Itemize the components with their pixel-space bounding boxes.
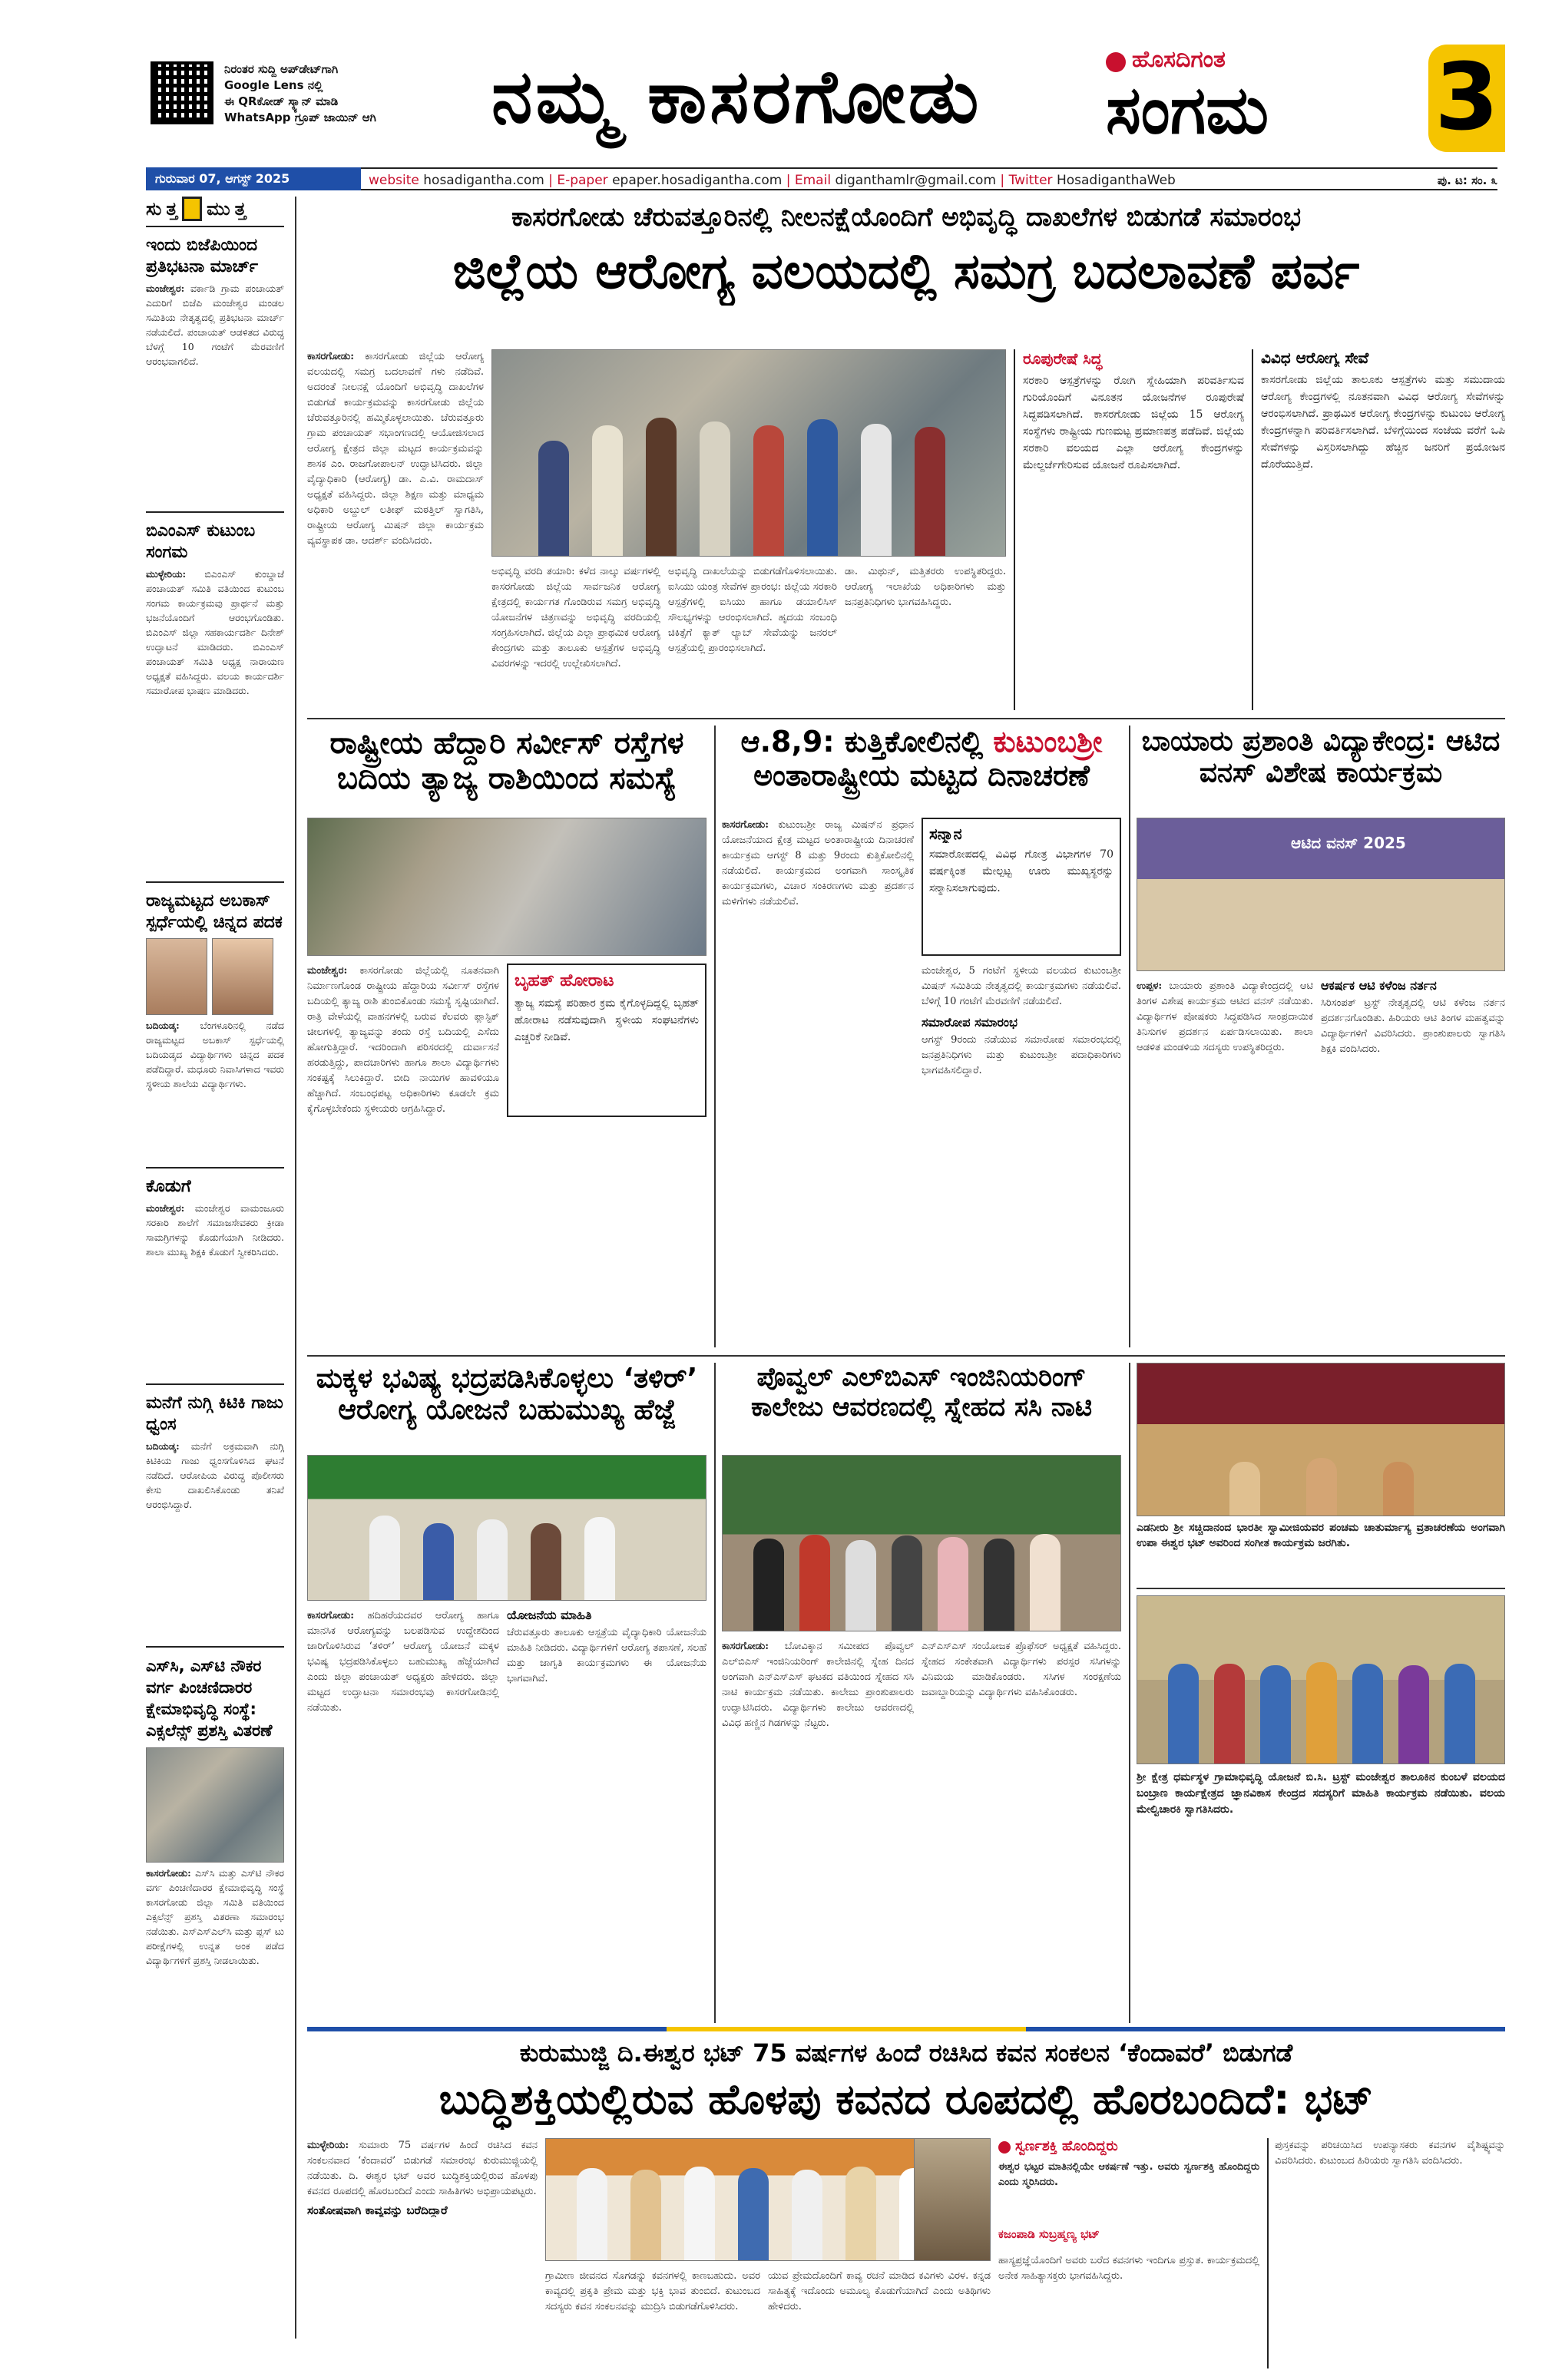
qr-code[interactable] bbox=[151, 61, 213, 124]
brand-big: ಸಂಗಮ bbox=[1106, 72, 1269, 149]
story5-photo bbox=[307, 1455, 706, 1601]
story6-headline: ಪೊವ್ವಲ್ ಎಲ್‌ಬಿಎಸ್ ಇಂಜಿನಿಯರಿಂಗ್ ಕಾಲೇಜು ಆವರಣದಲ್ಲಿ ಸ್ನೇಹದ ಸಸಿ ನಾಟಿ bbox=[750, 1363, 1093, 1423]
twitter-link[interactable]: HosadiganthaWeb bbox=[1056, 173, 1176, 188]
masthead: ನಮ್ಮ ಕಾಸರಗೋಡು bbox=[491, 54, 982, 140]
website-label: website bbox=[369, 173, 419, 188]
dateline: ಕಾಸರಗೋಡು: bbox=[722, 819, 769, 831]
left-column bbox=[146, 197, 284, 2346]
section-band bbox=[307, 2027, 1505, 2031]
lead-side-box bbox=[1014, 349, 1244, 710]
brief-headline: ಕೊಡುಗೆ bbox=[146, 1177, 191, 1196]
bottom-subhead: ಸಂತೋಷವಾಗಿ ಕಾವ್ಯವನ್ನು ಬರೆದಿದ್ದಾರೆ bbox=[307, 2204, 448, 2217]
story6-body bbox=[722, 1639, 914, 2019]
lead-photo-caption bbox=[845, 564, 1006, 710]
qr-note-line: ನಿರಂತರ ಸುದ್ದಿ ಅಪ್‌ಡೇಟ್‌ಗಾಗಿ bbox=[224, 62, 339, 76]
links-bar: website hosadigantha.com | E-paper epaper.hosadigantha.com | Email diganthamlr@gmail.com | Twitter HosadiganthaWeb bbox=[361, 167, 1375, 190]
brief-item bbox=[146, 513, 284, 874]
dateline: ಮಂಜೇಶ್ವರ: bbox=[146, 1202, 185, 1214]
training-photo bbox=[1137, 1595, 1505, 1764]
column-rule bbox=[1129, 1363, 1130, 2023]
right-box-text: ಕಾಸರಗೋಡು ಜಿಲ್ಲೆಯ ತಾಲೂಕು ಆಸ್ಪತ್ರೆಗಳು ಮತ್ತು ಸಮುದಾಯ ಆರೋಗ್ಯ ಕೇಂದ್ರಗಳಲ್ಲಿ ನೂತನವಾಗಿ ವಿವಿಧ ಆರೋಗ್ಯ ಸೇವೆಗಳನ್ನು ಆರಂಭಿಸಲಾಗಿದೆ. ಪ್ರಾಥಮಿಕ ಆರೋಗ್ಯ ಕೇಂದ್ರಗಳನ್ನು ಕುಟುಂಬ ಆರೋಗ್ಯ ಕೇಂದ್ರಗಳನ್ನಾಗಿ ಪರಿವರ್ತಿಸಲಾಗಿದೆ. ಬೆಳಿಗ್ಗೆಯಿಂದ ಸಂಜೆಯ ವರೆಗೆ ಒಪಿ ಸೇವೆಗಳನ್ನು ವಿಸ್ತರಿಸಲಾಗಿದ್ದು ಹೆಚ್ಚಿನ ಜನರಿಗೆ ಪ್ರಯೋಜನ ದೊರೆಯುತ್ತಿದೆ. bbox=[1261, 374, 1505, 471]
dateline: ಕಾಸರಗೋಡು: bbox=[146, 1867, 191, 1879]
column-rule bbox=[714, 726, 716, 1347]
brief-body: ಬೆಂಗಳೂರಿನಲ್ಲಿ ನಡೆದ ರಾಜ್ಯಮಟ್ಟದ ಅಬಕಾಸ್ ಸ್ಪರ್ಧೆಯಲ್ಲಿ ಬದಿಯಡ್ಕದ ವಿದ್ಯಾರ್ಥಿಗಳು ಚಿನ್ನದ ಪದಕ ಪಡೆದಿದ್ದಾರೆ. ಮಧೂರು ನಿವಾಸಿಗಳಾದ ಇವರು ಸ್ಥಳೀಯ ಶಾಲೆಯ ವಿದ್ಯಾರ್ಥಿಗಳು. bbox=[146, 1020, 284, 1089]
book-icon bbox=[182, 197, 202, 221]
email-label: Email bbox=[794, 173, 832, 188]
student-photo bbox=[146, 938, 207, 1015]
story3-body2 bbox=[922, 964, 1121, 1347]
story2-headline: ರಾಷ್ಟ್ರೀಯ ಹೆದ್ದಾರಿ ಸರ್ವೀಸ್ ರಸ್ತೆಗಳ ಬದಿಯ ತ್ಯಾಜ್ಯ ರಾಶಿಯಿಂದ ಸಮಸ್ಯೆ bbox=[329, 726, 684, 796]
lead-col2-text: ಅಭಿವೃದ್ಧಿ ವರದಿ ತಯಾರಿ: ಕಳೆದ ನಾಲ್ಕು ವರ್ಷಗಳಲ್ಲಿ ಕಾಸರಗೋಡು ಜಿಲ್ಲೆಯ ಸಾರ್ವಜನಿಕ ಆರೋಗ್ಯ ಕ್ಷೇತ್ರದಲ್ಲಿ ಕಾರ್ಯಗತ ಗೊಂಡಿರುವ ಸಮಗ್ರ ಅಭಿವೃದ್ಧಿ ಯೋಜನೆಗಳ ಚಿತ್ರಣವನ್ನು ಅಭಿವೃದ್ಧಿ ವರದಿಯಲ್ಲಿ ಸಂಗ್ರಹಿಸಲಾಗಿದೆ. ಜಿಲ್ಲೆಯ ಎಲ್ಲಾ ಪ್ರಾಥಮಿಕ ಆರೋಗ್ಯ ಕೇಂದ್ರಗಳು ಮತ್ತು ತಾಲೂಕು ಆಸ್ಪತ್ರೆಗಳ ಅಭಿವೃದ್ಧಿ ವಿವರಗಳನ್ನು ಇದರಲ್ಲಿ ಉಲ್ಲೇಖಿಸಲಾಗಿದೆ. bbox=[491, 566, 660, 669]
story3-text3: ಆಗಸ್ಟ್ 9ರಂದು ನಡೆಯುವ ಸಮಾರೋಪ ಸಮಾರಂಭದಲ್ಲಿ ಜನಪ್ರತಿನಿಧಿಗಳು ಮತ್ತು ಕುಟುಂಬಶ್ರೀ ಪದಾಧಿಕಾರಿಗಳು ಭಾಗವಹಿಸಲಿದ್ದಾರೆ. bbox=[922, 1034, 1121, 1077]
lead-col1-text: ಕಾಸರಗೋಡು ಜಿಲ್ಲೆಯ ಆರೋಗ್ಯ ವಲಯದಲ್ಲಿ ಸಮಗ್ರ ಬದಲಾವಣೆ ಗಳು ನಡೆದಿವೆ. ಅದರಂತೆ ನೀಲನಕ್ಷೆ ಯೊಂದಿಗೆ ಅಭಿವೃದ್ಧಿ ದಾಖಲೆಗಳ ಬಿಡುಗಡೆ ಕಾರ್ಯಕ್ರಮವನ್ನು ಕಾಸರಗೋಡು ಜಿಲ್ಲೆಯ ಚೆರುವತ್ತೂರಿನಲ್ಲಿ ಹಮ್ಮಿಕೊಳ್ಳಲಾಯಿತು. ಚೆರುವತ್ತೂರು ಗ್ರಾಮ ಪಂಚಾಯತ್ ಸಭಾಂಗಣದಲ್ಲಿ ಆಯೋಜಿಸಲಾದ ಆರೋಗ್ಯ ಕ್ಷೇತ್ರದ ಜಿಲ್ಲಾ ಮಟ್ಟದ ಕಾರ್ಯಕ್ರಮವನ್ನು ಶಾಸಕ ಎಂ. ರಾಜಗೋಪಾಲನ್ ಉದ್ಘಾಟಿಸಿದರು. ಜಿಲ್ಲಾ ವೈದ್ಯಾಧಿಕಾರಿ (ಆರೋಗ್ಯ) ಡಾ. ಎ.ವಿ. ರಾಮದಾಸ್ ಅಧ್ಯಕ್ಷತೆ ವಹಿಸಿದ್ದರು. ಜಿಲ್ಲಾ ಶಿಕ್ಷಣ ಮತ್ತು ಮಾಧ್ಯಮ ಅಧಿಕಾರಿ ಅಬ್ದುಲ್ ಲತೀಫ್ ಮಠತ್ತಿಲ್ ಸ್ವಾಗತಿಸಿ, ರಾಷ್ಟ್ರೀಯ ಆರೋಗ್ಯ ಮಿಷನ್ ಜಿಲ್ಲಾ ಕಾರ್ಯಕ್ರಮ ವ್ಯವಸ್ಥಾಪಕ ಡಾ. ಆದರ್ಶ್ ವಂದಿಸಿದರು. bbox=[307, 351, 484, 547]
column-rule bbox=[1129, 726, 1130, 1347]
right-box-headline: ವಿವಿಧ ಆರೋಗ್ಯ ಸೇವೆ bbox=[1261, 349, 1369, 367]
dateline: ಉಪ್ಪಳ: bbox=[1137, 980, 1163, 992]
section-rule bbox=[1137, 1588, 1505, 1589]
brief-headline: ಮನೆಗೆ ನುಗ್ಗಿ ಕಿಟಿಕಿ ಗಾಜು ಧ್ವಂಸ bbox=[146, 1393, 283, 1434]
email-link[interactable]: diganthamlr@gmail.com bbox=[835, 173, 997, 188]
story2-box-text: ತ್ಯಾಜ್ಯ ಸಮಸ್ಯೆ ಪರಿಹಾರ ಕ್ರಮ ಕೈಗೊಳ್ಳದಿದ್ದಲ್ಲಿ ಬೃಹತ್ ಹೋರಾಟ ನಡೆಸುವುದಾಗಿ ಸ್ಥಳೀಯ ಸಂಘಟನೆಗಳು ಎಚ್ಚರಿಕೆ ನೀಡಿವೆ. bbox=[515, 997, 699, 1043]
bottom-col4: ಹಾಸ್ಯಪ್ರಜ್ಞೆಯೊಂದಿಗೆ ಅವರು ಬರೆದ ಕವನಗಳು ಇಂದಿಗೂ ಪ್ರಸ್ತುತ. ಕಾರ್ಯಕ್ರಮದಲ್ಲಿ ಅನೇಕ ಸಾಹಿತ್ಯಾಸಕ್ತರು ಭಾಗವಹಿಸಿದ್ದರು. bbox=[998, 2255, 1259, 2282]
lead-headline: ಜಿಲ್ಲೆಯ ಆರೋಗ್ಯ ವಲಯದಲ್ಲಿ ಸಮಗ್ರ ಬದಲಾವಣೆ ಪರ್ವ bbox=[452, 244, 1360, 300]
author-photo bbox=[914, 2138, 991, 2261]
twitter-label: Twitter bbox=[1008, 173, 1053, 188]
lead-col3-text: ಅಭಿವೃದ್ಧಿ ದಾಖಲೆಯನ್ನು ಬಿಡುಗಡೆಗೊಳಿಸಲಾಯಿತು. ಐಸಿಯು ಯಂತ್ರ ಸೇವೆಗಳ ಪ್ರಾರಂಭ: ಜಿಲ್ಲೆಯ ಸರಕಾರಿ ಆಸ್ಪತ್ರೆಗಳಲ್ಲಿ ಐಸಿಯು ಹಾಗೂ ಡಯಾಲಿಸಿಸ್ ಸೌಲಭ್ಯಗಳನ್ನು ಆರಂಭಿಸಲಾಗಿದೆ. ಹೃದಯ ಸಂಬಂಧಿ ಚಿಕಿತ್ಸೆಗೆ ಕ್ಯಾತ್ ಲ್ಯಾಬ್ ಸೇವೆಯನ್ನು ಜನರಲ್ ಆಸ್ಪತ್ರೆಯಲ್ಲಿ ಪ್ರಾರಂಭಿಸಲಾಗಿದೆ. bbox=[668, 566, 837, 654]
story4-body bbox=[1137, 979, 1313, 1347]
training-photo-caption: ಶ್ರೀ ಕ್ಷೇತ್ರ ಧರ್ಮಸ್ಥಳ ಗ್ರಾಮಾಭಿವೃದ್ಧಿ ಯೋಜನೆ ಬಿ.ಸಿ. ಟ್ರಸ್ಟ್ ಮಂಜೇಶ್ವರ ತಾಲೂಕಿನ ಕುಂಬಳೆ ವಲಯದ ಬಂಬ್ರಾಣ ಕಾರ್ಯಕ್ಷೇತ್ರದ ಜ್ಞಾನವಿಕಾಸ ಕೇಂದ್ರದ ಸದಸ್ಯರಿಗೆ ಮಾಹಿತಿ ಕಾರ್ಯಕ್ರಮ ನಡೆಯಿತು. ವಲಯ ಮೇಲ್ವಿಚಾರಕಿ ಸ್ವಾಗತಿಸಿದರು. bbox=[1137, 1771, 1505, 1816]
bottom-col5: ಪುಸ್ತಕವನ್ನು ಪರಿಚಯಿಸಿದ ಉಪನ್ಯಾಸಕರು ಕವನಗಳ ವೈಶಿಷ್ಟ್ಯವನ್ನು ವಿವರಿಸಿದರು. ಕುಟುಂಬದ ಹಿರಿಯರು ಸ್ವಾಗತಿಸಿ ವಂದಿಸಿದರು. bbox=[1267, 2138, 1505, 2368]
edition-tag: ಪು. ಟ: ಸಂ. ೩ bbox=[1375, 167, 1497, 190]
story3-text2: ಮಂಜೇಶ್ವರ, 5 ಗಂಟೆಗೆ ಸ್ಥಳೀಯ ವಲಯದ ಕುಟುಂಬಶ್ರೀ ಮಿಷನ್ ಸಮಿತಿಯ ನೇತೃತ್ವದಲ್ಲಿ ಕಾರ್ಯಕ್ರಮಗಳು ನಡೆಯಲಿವೆ. ಬೆಳಿಗ್ಗೆ 10 ಗಂಟೆಗೆ ಮೆರವಣಿಗೆ ನಡೆಯಲಿದೆ. bbox=[922, 965, 1121, 1007]
section-title-part: ತ್ತ bbox=[166, 198, 178, 220]
qr-note-line: ಈ QRಕೋಡ್ ಸ್ಕ್ಯಾನ್ ಮಾಡಿ bbox=[224, 94, 339, 108]
story2-text: ಕಾಸರಗೋಡು ಜಿಲ್ಲೆಯಲ್ಲಿ ನೂತನವಾಗಿ ನಿರ್ಮಾಣಗೊಂಡ ರಾಷ್ಟ್ರೀಯ ಹೆದ್ದಾರಿಯ ಸರ್ವೀಸ್ ರಸ್ತೆಗಳ ಬದಿಯಲ್ಲಿ ತ್ಯಾಜ್ಯ ರಾಶಿ ತುಂಬಿಕೊಂಡು ಸಮಸ್ಯೆ ಸೃಷ್ಟಿಯಾಗಿದೆ. ರಾತ್ರಿ ವೇಳೆಯಲ್ಲಿ ವಾಹನಗಳಲ್ಲಿ ಬರುವ ಕೆಲವರು ಪ್ಲಾಸ್ಟಿಕ್ ಚೀಲಗಳಲ್ಲಿ ತ್ಯಾಜ್ಯವನ್ನು ತಂದು ರಸ್ತೆ ಬದಿಯಲ್ಲಿ ಎಸೆದು ಹೋಗುತ್ತಿದ್ದಾರೆ. ಇದರಿಂದಾಗಿ ಪರಿಸರದಲ್ಲಿ ದುರ್ವಾಸನೆ ಹರಡುತ್ತಿದ್ದು, ಪಾದಚಾರಿಗಳು ಹಾಗೂ ಶಾಲಾ ವಿದ್ಯಾರ್ಥಿಗಳು ಸಂಕಷ್ಟಕ್ಕೆ ಸಿಲುಕಿದ್ದಾರೆ. ಬೀದಿ ನಾಯಿಗಳ ಹಾವಳಿಯೂ ಹೆಚ್ಚಾಗಿದೆ. ಸಂಬಂಧಪಟ್ಟ ಅಧಿಕಾರಿಗಳು ಕೂಡಲೇ ಕ್ರಮ ಕೈಗೊಳ್ಳಬೇಕೆಂದು ಸ್ಥಳೀಯರು ಆಗ್ರಹಿಸಿದ್ದಾರೆ. bbox=[307, 965, 499, 1115]
story2-box bbox=[507, 964, 706, 1117]
bottom-col3: ಯುವ ಪ್ರೇಮದೊಂದಿಗೆ ಕಾವ್ಯ ರಚನೆ ಮಾಡಿದ ಕವಿಗಳು ವಿರಳ. ಕನ್ನಡ ಸಾಹಿತ್ಯಕ್ಕೆ ಇದೊಂದು ಅಮೂಲ್ಯ ಕೊಡುಗೆಯಾಗಿದೆ ಎಂದು ಅತಿಥಿಗಳು ಹೇಳಿದರು. bbox=[768, 2270, 991, 2312]
side-text: ಸರಕಾರಿ ಆಸ್ಪತ್ರೆಗಳನ್ನು ರೋಗಿ ಸ್ನೇಹಿಯಾಗಿ ಪರಿವರ್ತಿಸುವ ಗುರಿಯೊಂದಿಗೆ ವಿನೂತನ ಯೋಜನೆಗಳ ರೂಪುರೇಷೆ ಸಿದ್ಧಪಡಿಸಲಾಗಿದೆ. ಕಾಸರಗೋಡು ಜಿಲ್ಲೆಯ 15 ಆರೋಗ್ಯ ಸಂಸ್ಥೆಗಳು ರಾಷ್ಟ್ರೀಯ ಗುಣಮಟ್ಟ ಪ್ರಮಾಣಪತ್ರ ಪಡೆದಿವೆ. ಜಿಲ್ಲೆಯ ಸರಕಾರಿ ವಲಯದ ಎಲ್ಲಾ ಆರೋಗ್ಯ ಕೇಂದ್ರಗಳನ್ನು ಮೇಲ್ದರ್ಜೆಗೇರಿಸುವ ಯೋಜನೆ ರೂಪಿಸಲಾಗಿದೆ. bbox=[1023, 375, 1244, 471]
brief-item bbox=[146, 1385, 284, 1638]
lead-caption-text: ಡಾ. ಮಿಥುನ್, ಮತ್ತಿತರರು ಉಪಸ್ಥಿತರಿದ್ದರು. ಆರೋಗ್ಯ ಇಲಾಖೆಯ ಅಧಿಕಾರಿಗಳು ಮತ್ತು ಜನಪ್ರತಿನಿಧಿಗಳು ಭಾಗವಹಿಸಿದ್ದರು. bbox=[845, 566, 1006, 608]
box-bullet-icon bbox=[998, 2141, 1011, 2154]
section-title-part: ಮು bbox=[207, 198, 230, 220]
music-photo bbox=[1137, 1363, 1505, 1516]
page-number: 3 bbox=[1428, 45, 1505, 152]
brief-headline: ಎಸ್‌ಸಿ, ಎಸ್‌ಟಿ ನೌಕರ ವರ್ಗ ಪಿಂಚಣಿದಾರರ ಕ್ಷೇಮಾಭಿವೃದ್ಧಿ ಸಂಸ್ಥೆ: ಎಕ್ಸಲೆನ್ಸ್ ಪ್ರಶಸ್ತಿ ವಿತರಣೆ bbox=[146, 1657, 273, 1740]
qr-note bbox=[224, 61, 393, 126]
brief-item bbox=[146, 227, 284, 504]
lead-col3 bbox=[668, 564, 837, 710]
bottom-box-title: ಸ್ವರ್ಣಶಕ್ತಿ ಹೊಂದಿದ್ದರು bbox=[1015, 2138, 1118, 2154]
story3-body bbox=[722, 818, 914, 1347]
column-rule bbox=[714, 1363, 716, 2023]
story4-photo bbox=[1137, 818, 1505, 971]
section-rule bbox=[307, 718, 1505, 719]
brief-headline: ಬಿಎಂಎಸ್ ಕುಟುಂಬ ಸಂಗಮ bbox=[146, 521, 256, 562]
brand-small: ಹೊಸದಿಗಂತ bbox=[1132, 46, 1226, 73]
epaper-label: E-paper bbox=[557, 173, 608, 188]
bottom-box-byline: ಕಜಂಪಾಡಿ ಸುಬ್ರಹ್ಮಣ್ಯ ಭಟ್ bbox=[998, 2227, 1100, 2241]
side-byline: ರೂಪುರೇಷೆ ಸಿದ್ಧ bbox=[1023, 349, 1103, 368]
dateline: ಕಾಸರಗೋಡು: bbox=[307, 1610, 355, 1621]
lead-col1 bbox=[307, 349, 484, 710]
bottom-col2: ಗ್ರಾಮೀಣ ಜೀವನದ ಸೊಗಡನ್ನು ಕವನಗಳಲ್ಲಿ ಕಾಣಬಹುದು. ಅವರ ಕಾವ್ಯದಲ್ಲಿ ಪ್ರಕೃತಿ ಪ್ರೇಮ ಮತ್ತು ಭಕ್ತಿ ಭಾವ ತುಂಬಿದೆ. ಕುಟುಂಬದ ಸದಸ್ಯರು ಕವನ ಸಂಕಲನವನ್ನು ಮುದ್ರಿಸಿ ಬಿಡುಗಡೆಗೊಳಿಸಿದರು. bbox=[545, 2270, 760, 2312]
story3-box bbox=[922, 818, 1121, 956]
brief-item bbox=[146, 1648, 284, 2339]
story3-box-title: ಸನ್ಮಾನ bbox=[929, 825, 962, 843]
story4-subhead: ಆಕರ್ಷಕ ಆಟಿ ಕಳೆಂಜ ನರ್ತನ bbox=[1321, 979, 1437, 993]
story3-subhead: ಸಮಾರೋಪ ಸಮಾರಂಭ bbox=[922, 1016, 1018, 1030]
date-bar: ಗುರುವಾರ 07, ಆಗಸ್ಟ್ 2025 bbox=[146, 167, 361, 190]
column-rule bbox=[295, 197, 296, 2339]
qr-note-line: Google Lens ನಲ್ಲಿ bbox=[224, 78, 323, 92]
bottom-side-box bbox=[998, 2138, 1259, 2246]
story4-banner: ಆಟಿದ ವನಸ್ 2025 bbox=[1291, 834, 1406, 852]
dateline: ಮುಳ್ಳೇರಿಯ: bbox=[146, 568, 187, 580]
story3-headline-pre: ಆ.8,9: ಕುತ್ತಿಕೋಲಿನಲ್ಲಿ bbox=[740, 726, 994, 759]
story3-text: ಕುಟುಂಬಶ್ರೀ ರಾಜ್ಯ ಮಿಷನ್‌ನ ಪ್ರಧಾನ ಯೋಜನೆಯಾದ ಕ್ಷೇತ್ರ ಮಟ್ಟದ ಅಂತಾರಾಷ್ಟ್ರೀಯ ದಿನಾಚರಣೆ ಕಾರ್ಯಕ್ರಮ ಆಗಸ್ಟ್ 8 ಮತ್ತು 9ರಂದು ಕುತ್ತಿಕೋಲಿನಲ್ಲಿ ನಡೆಯಲಿದೆ. ಕಾರ್ಯಕ್ರಮದ ಅಂಗವಾಗಿ ಸಾಂಸ್ಕೃತಿಕ ಕಾರ್ಯಕ್ರಮಗಳು, ವಿಚಾರ ಸಂಕಿರಣಗಳು ಮತ್ತು ಪ್ರದರ್ಶನ ಮಳಿಗೆಗಳು ನಡೆಯಲಿವೆ. bbox=[722, 819, 914, 907]
story2-box-title: ಬೃಹತ್ ಹೋರಾಟ bbox=[515, 971, 614, 990]
brief-body: ವರ್ಕಾಡಿ ಗ್ರಾಮ ಪಂಚಾಯತ್ ಎದುರಿಗೆ ಬಿಜೆಪಿ ಮಂಜೇಶ್ವರ ಮಂಡಲ ಸಮಿತಿಯ ನೇತೃತ್ವದಲ್ಲಿ ಪ್ರತಿಭಟನಾ ಮಾರ್ಚ್ ನಡೆಯಲಿದೆ. ಪಂಚಾಯತ್ ಆಡಳಿತದ ವಿರುದ್ಧ ಬೆಳಗ್ಗೆ 10 ಗಂಟೆಗೆ ಮೆರವಣಿಗೆ ಆರಂಭವಾಗಲಿದೆ. bbox=[146, 283, 284, 367]
brand-dot-icon bbox=[1106, 52, 1126, 72]
brief-body: ಬಿಎಂಎಸ್ ಕುಂಬ್ಡಾಜೆ ಪಂಚಾಯತ್ ಸಮಿತಿ ವತಿಯಿಂದ ಕುಟುಂಬ ಸಂಗಮ ಕಾರ್ಯಕ್ರಮವು ಪ್ರಾರ್ಥನೆ ಮತ್ತು ಭಜನೆಯೊಂದಿಗೆ ಆರಂಭಗೊಂಡಿತು. ಬಿಎಂಎಸ್ ಜಿಲ್ಲಾ ಸಹಕಾರ್ಯದರ್ಶಿ ದಿನೇಶ್ ಉದ್ಘಾಟನೆ ಮಾಡಿದರು. ಬಿಎಂಎಸ್ ಪಂಚಾಯತ್ ಸಮಿತಿ ಅಧ್ಯಕ್ಷ ನಾರಾಯಣ ಅಧ್ಯಕ್ಷತೆ ವಹಿಸಿದ್ದರು. ವಲಯ ಕಾರ್ಯದರ್ಶಿ ಸಮಾರೋಪ ಭಾಷಣ ಮಾಡಿದರು. bbox=[146, 568, 284, 696]
brief-item bbox=[146, 883, 284, 1159]
lead-photo bbox=[491, 349, 1006, 557]
dateline: ಕಾಸರಗೋಡು: bbox=[722, 1641, 769, 1652]
dateline: ಬದಿಯಡ್ಕ: bbox=[146, 1020, 180, 1031]
dateline: ಮಂಜೇಶ್ವರ: bbox=[307, 965, 348, 977]
website-link[interactable]: hosadigantha.com bbox=[423, 173, 544, 188]
brief-headline: ಇಂದು ಬಿಜೆಪಿಯಿಂದ ಪ್ರತಿಭಟನಾ ಮಾರ್ಚ್ bbox=[146, 236, 259, 276]
bottom-headline: ಬುದ್ಧಿಶಕ್ತಿಯಲ್ಲಿರುವ ಹೊಳಪು ಕವನದ ರೂಪದಲ್ಲಿ ಹೊರಬಂದಿದೆ: ಭಟ್ bbox=[438, 2076, 1374, 2124]
story5-headline: ಮಕ್ಕಳ ಭವಿಷ್ಯ ಭದ್ರಪಡಿಸಿಕೊಳ್ಳಲು ‘ತಳಿರ್’ ಆರೋಗ್ಯ ಯೋಜನೆ ಬಹುಮುಖ್ಯ ಹೆಜ್ಜೆ bbox=[316, 1363, 698, 1426]
story3-headline bbox=[722, 726, 1121, 810]
story4-body2 bbox=[1321, 979, 1505, 1347]
bottom-col1 bbox=[307, 2138, 538, 2368]
brief-text bbox=[146, 567, 284, 698]
brief-text bbox=[146, 1018, 284, 1091]
story3-box-text: ಸಮಾರೋಪದಲ್ಲಿ ವಿವಿಧ ಗೋತ್ರ ವಿಭಾಗಗಳ 70 ವರ್ಷಕ್ಕಿಂತ ಮೇಲ್ಪಟ್ಟ ಊರು ಮುಖ್ಯಸ್ಥರನ್ನು ಸನ್ಮಾನಿಸಲಾಗುವುದು. bbox=[929, 848, 1113, 894]
story3-headline-post: ಅಂತಾರಾಷ್ಟ್ರೀಯ ಮಟ್ಟದ ದಿನಾಚರಣೆ bbox=[753, 758, 1090, 792]
brief-body: ಎಸ್‌ಸಿ ಮತ್ತು ಎಸ್‌ಟಿ ನೌಕರ ವರ್ಗ ಪಿಂಚಣಿದಾರರ ಕ್ಷೇಮಾಭಿವೃದ್ಧಿ ಸಂಸ್ಥೆ ಕಾಸರಗೋಡು ಜಿಲ್ಲಾ ಸಮಿತಿ ವತಿಯಿಂದ ಎಕ್ಸಲೆನ್ಸ್ ಪ್ರಶಸ್ತಿ ವಿತರಣಾ ಸಮಾರಂಭ ನಡೆಯಿತು. ಎಸ್‌ಎಸ್‌ಎಲ್‌ಸಿ ಮತ್ತು ಪ್ಲಸ್ ಟು ಪರೀಕ್ಷೆಗಳಲ್ಲಿ ಉನ್ನತ ಅಂಕ ಪಡೆದ ವಿದ್ಯಾರ್ಥಿಗಳಿಗೆ ಪ್ರಶಸ್ತಿ ನೀಡಲಾಯಿತು. bbox=[146, 1867, 284, 1966]
lead-kicker: ಕಾಸರಗೋಡು ಚೆರುವತ್ತೂರಿನಲ್ಲಿ ನೀಲನಕ್ಷೆಯೊಂದಿಗೆ ಅಭಿವೃದ್ಧಿ ದಾಖಲೆಗಳ ಬಿಡುಗಡೆ ಸಮಾರಂಭ bbox=[511, 203, 1302, 233]
story4-headline: ಬಾಯಾರು ಪ್ರಶಾಂತಿ ವಿದ್ಯಾಕೇಂದ್ರ: ಆಟಿದ ವನಸ್ ವಿಶೇಷ ಕಾರ್ಯಕ್ರಮ bbox=[1141, 726, 1501, 789]
dateline: ಬದಿಯಡ್ಕ: bbox=[146, 1440, 180, 1452]
brief-headline: ರಾಜ್ಯಮಟ್ಟದ ಅಬಕಾಸ್ ಸ್ಪರ್ಧೆಯಲ್ಲಿ ಚಿನ್ನದ ಪದಕ bbox=[146, 891, 283, 932]
student-photo bbox=[212, 938, 273, 1015]
story5-text2: ಚೆರುವತ್ತೂರು ತಾಲೂಕು ಆಸ್ಪತ್ರೆಯ ವೈದ್ಯಾಧಿಕಾರಿ ಯೋಜನೆಯ ಮಾಹಿತಿ ನೀಡಿದರು. ವಿದ್ಯಾರ್ಥಿಗಳಿಗೆ ಆರೋಗ್ಯ ತಪಾಸಣೆ, ಸಲಹೆ ಮತ್ತು ಜಾಗೃತಿ ಕಾರ್ಯಕ್ರಮಗಳು ಈ ಯೋಜನೆಯ ಭಾಗವಾಗಿವೆ. bbox=[507, 1627, 706, 1685]
section-title-part: ಸು bbox=[146, 198, 162, 220]
event-photo bbox=[146, 1747, 284, 1863]
qr-note-line: WhatsApp ಗ್ರೂಪ್ ಜಾಯಿನ್ ಆಗಿ bbox=[224, 111, 376, 124]
lead-col2 bbox=[491, 564, 660, 710]
story4-text: ಬಾಯಾರು ಪ್ರಶಾಂತಿ ವಿದ್ಯಾಕೇಂದ್ರದಲ್ಲಿ ಆಟಿ ತಿಂಗಳ ವಿಶೇಷ ಕಾರ್ಯಕ್ರಮ ಆಟಿದ ವನಸ್ ನಡೆಯಿತು. ವಿದ್ಯಾರ್ಥಿಗಳ ಪೋಷಕರು ಸಿದ್ಧಪಡಿಸಿದ ಸಾಂಪ್ರದಾಯಿಕ ತಿನಿಸುಗಳ ಪ್ರದರ್ಶನ ಏರ್ಪಡಿಸಲಾಯಿತು. ಶಾಲಾ ಆಡಳಿತ ಮಂಡಳಿಯ ಸದಸ್ಯರು ಉಪಸ್ಥಿತರಿದ್ದರು. bbox=[1137, 980, 1313, 1053]
lead-right-box bbox=[1252, 349, 1505, 710]
brief-item bbox=[146, 1169, 284, 1376]
brief-body: ಮಂಜೇಶ್ವರ ವಾಮಂಜೂರು ಸರಕಾರಿ ಶಾಲೆಗೆ ಸಮಾಜಸೇವಕರು ಕ್ರೀಡಾ ಸಾಮಗ್ರಿಗಳನ್ನು ಕೊಡುಗೆಯಾಗಿ ನೀಡಿದರು. ಶಾಲಾ ಮುಖ್ಯ ಶಿಕ್ಷಕಿ ಕೊಡುಗೆ ಸ್ವೀಕರಿಸಿದರು. bbox=[146, 1202, 284, 1258]
story5-body2 bbox=[507, 1608, 706, 2019]
brief-body: ಮನೆಗೆ ಅಕ್ರಮವಾಗಿ ನುಗ್ಗಿ ಕಿಟಿಕಿಯ ಗಾಜು ಧ್ವಂಸಗೊಳಿಸಿದ ಘಟನೆ ನಡೆದಿದೆ. ಆರೋಪಿಯ ವಿರುದ್ಧ ಪೊಲೀಸರು ಕೇಸು ದಾಖಲಿಸಿಕೊಂಡು ತನಿಖೆ ಆರಂಭಿಸಿದ್ದಾರೆ. bbox=[146, 1440, 284, 1510]
brief-text bbox=[146, 281, 284, 369]
story5-subhead: ಯೋಜನೆಯ ಮಾಹಿತಿ bbox=[507, 1608, 592, 1622]
section-rule bbox=[307, 1355, 1505, 1357]
story5-text: ಹದಿಹರೆಯದವರ ಆರೋಗ್ಯ ಹಾಗೂ ಮಾನಸಿಕ ಆರೋಗ್ಯವನ್ನು ಬಲಪಡಿಸುವ ಉದ್ದೇಶದಿಂದ ಜಾರಿಗೊಳಿಸಿರುವ ‘ತಳಿರ್’ ಆರೋಗ್ಯ ಯೋಜನೆ ಮಕ್ಕಳ ಭವಿಷ್ಯ ಭದ್ರಪಡಿಸಿಕೊಳ್ಳಲು ಬಹುಮುಖ್ಯ ಹೆಜ್ಜೆಯಾಗಿದೆ ಎಂದು ಜಿಲ್ಲಾ ಪಂಚಾಯತ್ ಅಧ್ಯಕ್ಷರು ಹೇಳಿದರು. ಜಿಲ್ಲಾ ಮಟ್ಟದ ಉದ್ಘಾಟನಾ ಸಮಾರಂಭವು ಕಾಸರಗೋಡಿನಲ್ಲಿ ನಡೆಯಿತು. bbox=[307, 1610, 499, 1714]
dateline: ಮಂಜೇಶ್ವರ: bbox=[146, 283, 185, 294]
dateline: ಕಾಸರಗೋಡು: bbox=[307, 351, 355, 362]
section-title bbox=[146, 197, 284, 227]
section-title-part: ತ್ತ bbox=[234, 198, 247, 220]
story4-text2: ಸಿರಿಸಂಪತ್ ಟ್ರಸ್ಟ್ ನೇತೃತ್ವದಲ್ಲಿ ಆಟಿ ಕಳೆಂಜ ನರ್ತನ ಪ್ರದರ್ಶನಗೊಂಡಿತು. ಹಿರಿಯರು ಆಟಿ ತಿಂಗಳ ಮಹತ್ವವನ್ನು ವಿದ್ಯಾರ್ಥಿಗಳಿಗೆ ವಿವರಿಸಿದರು. ಪ್ರಾಂಶುಪಾಲರು ಸ್ವಾಗತಿಸಿ ಶಿಕ್ಷಕಿ ವಂದಿಸಿದರು. bbox=[1321, 997, 1505, 1056]
story3-headline-red: ಕುಟುಂಬಶ್ರೀ bbox=[993, 726, 1103, 759]
story6-photo bbox=[722, 1455, 1121, 1631]
bottom-col1-text: ಸುಮಾರು 75 ವರ್ಷಗಳ ಹಿಂದೆ ರಚಿಸಿದ ಕವನ ಸಂಕಲನವಾದ ‘ಕೆಂದಾವರೆ’ ಬಿಡುಗಡೆ ಸಮಾರಂಭ ಕುರುಮುಜ್ಜಿಯಲ್ಲಿ ನಡೆಯಿತು. ದಿ. ಈಶ್ವರ ಭಟ್ ಅವರ ಬುದ್ಧಿಶಕ್ತಿಯಲ್ಲಿರುವ ಹೊಳಪು ಕವನದ ರೂಪದಲ್ಲಿ ಹೊರಬಂದಿದೆ ಎಂದು ಸಾಹಿತಿಗಳು ಅಭಿಪ್ರಾಯಪಟ್ಟರು. bbox=[307, 2140, 538, 2197]
epaper-link[interactable]: epaper.hosadigantha.com bbox=[612, 173, 783, 188]
brief-text bbox=[146, 1866, 284, 1968]
bottom-kicker: ಕುರುಮುಜ್ಜಿ ದಿ.ಈಶ್ವರ ಭಟ್ 75 ವರ್ಷಗಳ ಹಿಂದೆ ರಚಿಸಿದ ಕವನ ಸಂಕಲನ ‘ಕೆಂದಾವರೆ’ ಬಿಡುಗಡೆ bbox=[519, 2039, 1293, 2068]
brief-text bbox=[146, 1439, 284, 1512]
brief-text bbox=[146, 1201, 284, 1259]
story2-body bbox=[307, 964, 499, 1347]
story2-photo bbox=[307, 818, 706, 956]
story6-text2: ಎನ್‌ಎಸ್‌ಎಸ್ ಸಂಯೋಜಕ ಪ್ರೊಫೆಸರ್ ಅಧ್ಯಕ್ಷತೆ ವಹಿಸಿದ್ದರು. ಸ್ನೇಹದ ಸಂಕೇತವಾಗಿ ವಿದ್ಯಾರ್ಥಿಗಳು ಪರಸ್ಪರ ಸಸಿಗಳನ್ನು ವಿನಿಮಯ ಮಾಡಿಕೊಂಡರು. ಸಸಿಗಳ ಸಂರಕ್ಷಣೆಯ ಜವಾಬ್ದಾರಿಯನ್ನು ವಿದ್ಯಾರ್ಥಿಗಳು ವಹಿಸಿಕೊಂಡರು. bbox=[922, 1641, 1121, 1698]
story6-text: ಬೋವಿಕ್ಕಾನ ಸಮೀಪದ ಪೊವ್ವಲ್ ಎಲ್‌ಬಿಎಸ್ ಇಂಜಿನಿಯರಿಂಗ್ ಕಾಲೇಜಿನಲ್ಲಿ ಸ್ನೇಹ ದಿನದ ಅಂಗವಾಗಿ ಎನ್‌ಎಸ್‌ಎಸ್ ಘಟಕದ ವತಿಯಿಂದ ಸ್ನೇಹದ ಸಸಿ ನಾಟಿ ಕಾರ್ಯಕ್ರಮ ನಡೆಯಿತು. ಕಾಲೇಜು ಪ್ರಾಂಶುಪಾಲರು ಉದ್ಘಾಟಿಸಿದರು. ವಿದ್ಯಾರ್ಥಿಗಳು ಕಾಲೇಜು ಆವರಣದಲ್ಲಿ ವಿವಿಧ ಹಣ್ಣಿನ ಗಿಡಗಳನ್ನು ನೆಟ್ಟರು. bbox=[722, 1641, 914, 1729]
story6-body2 bbox=[922, 1639, 1121, 2019]
bottom-box-text: ಈಶ್ವರ ಭಟ್ಟರ ಮಾತಿನಲ್ಲಿಯೇ ಆಕರ್ಷಣೆ ಇತ್ತು. ಅವರು ಸ್ವರ್ಣಶಕ್ತಿ ಹೊಂದಿದ್ದರು ಎಂದು ಸ್ಮರಿಸಿದರು. bbox=[998, 2161, 1259, 2188]
brand-logo bbox=[1106, 46, 1428, 161]
music-photo-caption: ಎಡನೀರು ಶ್ರೀ ಸಚ್ಚಿದಾನಂದ ಭಾರತೀ ಸ್ವಾಮೀಜಿಯವರ ಪಂಚಮ ಚಾತುರ್ಮಾಸ್ಯ ವ್ರತಾಚರಣೆಯ ಅಂಗವಾಗಿ ಉಪಾ ಈಶ್ವರ ಭಟ್ ಅವರಿಂದ ಸಂಗೀತ ಕಾರ್ಯಕ್ರಮ ಜರಗಿತು. bbox=[1137, 1522, 1505, 1549]
story5-body bbox=[307, 1608, 499, 2019]
dateline: ಮುಳ್ಳೇರಿಯ: bbox=[307, 2140, 349, 2151]
